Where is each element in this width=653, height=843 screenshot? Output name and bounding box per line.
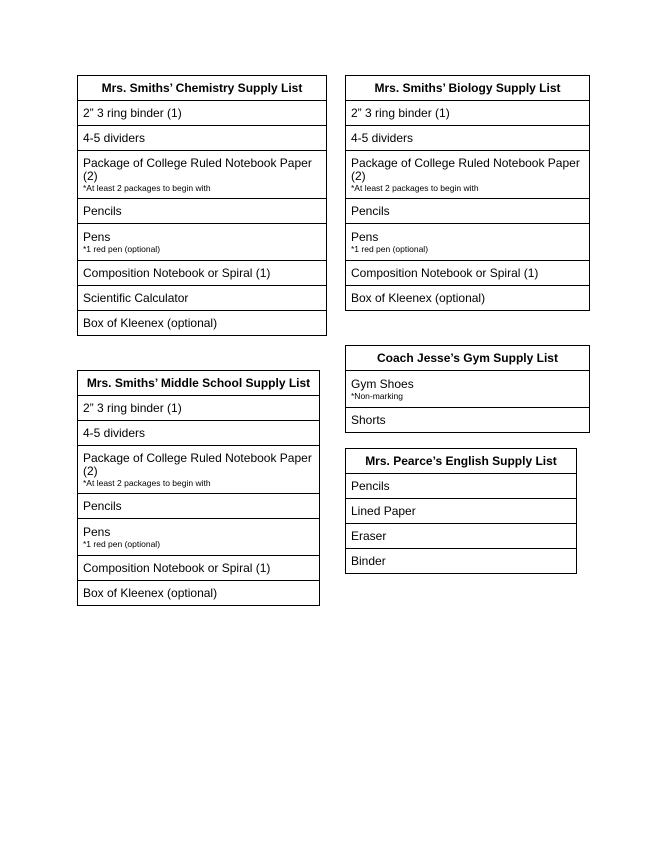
list-item: 4-5 dividers [346,126,590,151]
list-item: Gym Shoes *Non-marking [346,371,590,408]
list-item: Box of Kleenex (optional) [78,311,327,336]
item-note: *At least 2 packages to begin with [83,477,211,488]
item-note: *1 red pen (optional) [83,243,161,254]
list-item: Package of College Ruled Notebook Paper (2) *At least 2 packages to begin with [346,151,590,199]
list-item: Composition Notebook or Spiral (1) [346,261,590,286]
list-item: 2” 3 ring binder (1) [78,101,327,126]
biology-supply-list [345,75,590,311]
list-item: Pens *1 red pen (optional) [78,224,327,261]
item-note: *At least 2 packages to begin with [83,182,211,193]
item-note: *1 red pen (optional) [351,243,429,254]
list-item: Composition Notebook or Spiral (1) [78,261,327,286]
list-item: 4-5 dividers [78,126,327,151]
list-title: Mrs. Smiths’ Middle School Supply List [78,371,320,396]
list-item: Pencils [78,199,327,224]
list-item: Shorts [346,408,590,433]
list-item: Pencils [346,199,590,224]
gym-supply-list [345,345,590,433]
item-note: *1 red pen (optional) [83,538,161,549]
list-item: 2” 3 ring binder (1) [346,101,590,126]
list-item: Pencils [78,494,320,519]
list-item: Pens *1 red pen (optional) [78,519,320,556]
item-note: *At least 2 packages to begin with [351,182,479,193]
list-title: Mrs. Smiths’ Chemistry Supply List [78,76,327,101]
list-title: Coach Jesse’s Gym Supply List [346,346,590,371]
list-item: Eraser [346,524,577,549]
list-item: Pens *1 red pen (optional) [346,224,590,261]
middle-school-supply-list [77,370,320,606]
list-item: Scientific Calculator [78,286,327,311]
list-item: 2” 3 ring binder (1) [78,396,320,421]
english-supply-list [345,448,577,574]
list-item: Composition Notebook or Spiral (1) [78,556,320,581]
list-item: 4-5 dividers [78,421,320,446]
item-note: *Non-marking [351,390,403,401]
chemistry-supply-list [77,75,327,336]
list-title: Mrs. Smiths’ Biology Supply List [346,76,590,101]
list-item: Box of Kleenex (optional) [346,286,590,311]
list-title: Mrs. Pearce’s English Supply List [346,449,577,474]
list-item: Package of College Ruled Notebook Paper (2) *At least 2 packages to begin with [78,151,327,199]
list-item: Box of Kleenex (optional) [78,581,320,606]
list-item: Lined Paper [346,499,577,524]
list-item: Package of College Ruled Notebook Paper (2) *At least 2 packages to begin with [78,446,320,494]
list-item: Binder [346,549,577,574]
list-item: Pencils [346,474,577,499]
